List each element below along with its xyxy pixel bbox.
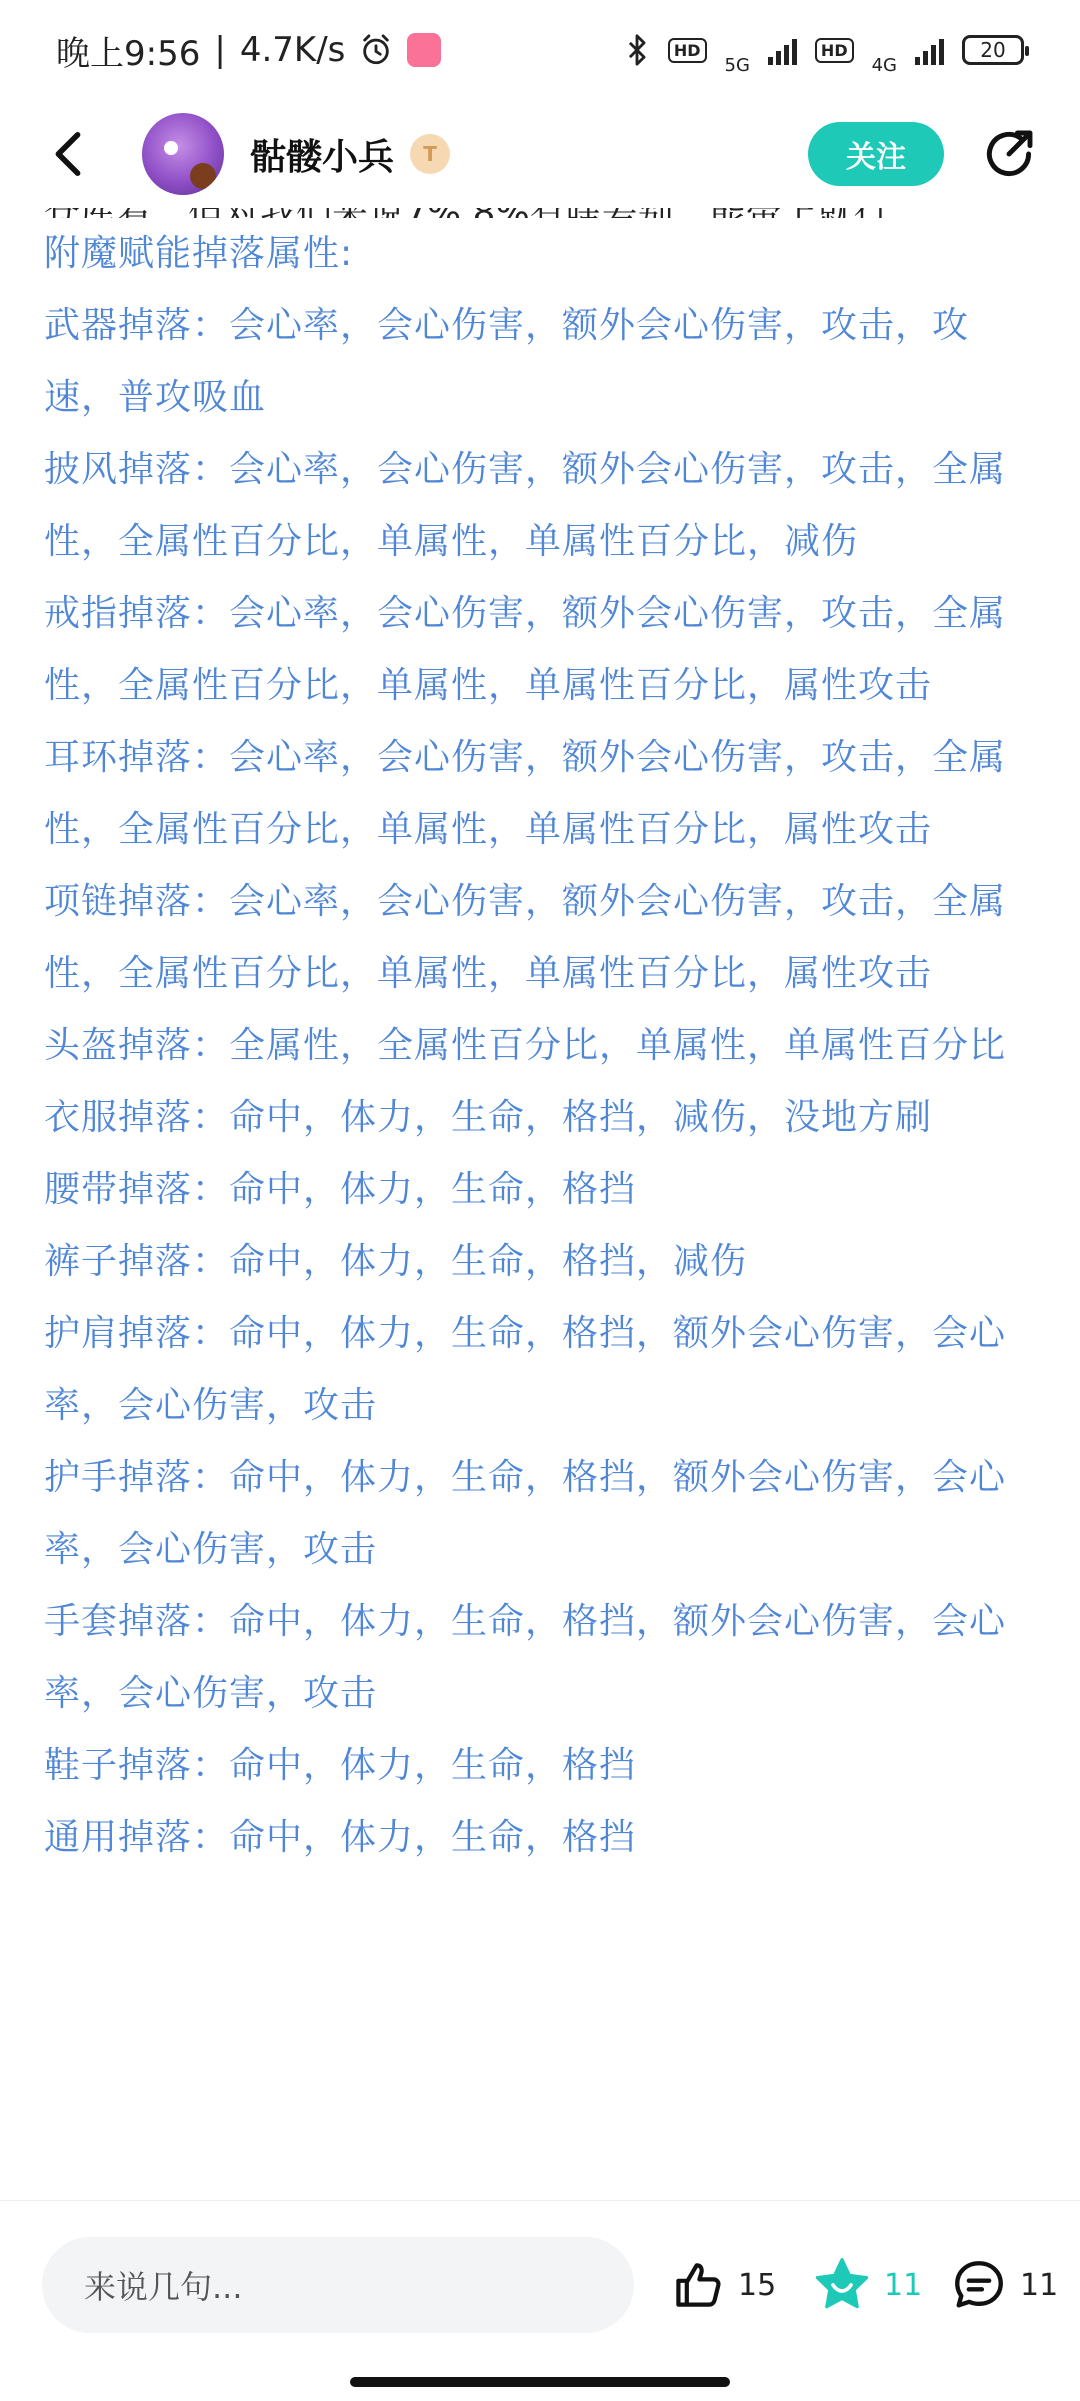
article-paragraph: 通用掉落：命中，体力，生命，格挡 (44, 1817, 637, 1858)
thumbs-up-icon (670, 2257, 726, 2313)
battery-level: 20 (980, 38, 1006, 62)
home-indicator[interactable] (350, 2377, 730, 2387)
chevron-left-icon (51, 130, 85, 178)
comment-placeholder: 来说几句... (84, 2268, 243, 2306)
article-paragraph: 护手掉落：命中，体力，生命，格挡，额外会心伤害，会心率，会心伤害，攻击 (44, 1457, 1007, 1570)
comment-input[interactable] (42, 2237, 634, 2333)
comment-button[interactable] (950, 2249, 1058, 2321)
article-paragraph: 裤子掉落：命中，体力，生命，格挡，减伤 (44, 1241, 748, 1282)
article-paragraph: 武器掉落：会心率，会心伤害，额外会心伤害，攻击，攻速，普攻吸血 (44, 305, 970, 418)
author-name[interactable]: 骷髅小兵 (250, 136, 395, 178)
avatar[interactable] (142, 113, 224, 195)
like-button[interactable] (670, 2249, 776, 2321)
bluetooth-icon (624, 33, 650, 67)
status-bar (0, 0, 1080, 100)
status-left (56, 26, 441, 75)
favorite-count: 11 (884, 2267, 923, 2303)
bottom-action-bar (0, 2200, 1080, 2401)
article-paragraph: 项链掉落：会心率，会心伤害，额外会心伤害，攻击，全属性，全属性百分比，单属性，单属性百分比，属性攻击 (44, 881, 1007, 994)
article-paragraph: 手套掉落：命中，体力，生命，格挡，额外会心伤害，会心率，会心伤害，攻击 (44, 1601, 1007, 1714)
article-paragraph: 耳环掉落：会心率，会心伤害，额外会心伤害，攻击，全属性，全属性百分比，单属性，单属性百分比，属性攻击 (44, 737, 1007, 850)
article-paragraph: 头盔掉落：全属性，全属性百分比，单属性，单属性百分比 (44, 1025, 1007, 1066)
article-paragraph: 衣服掉落：命中，体力，生命，格挡，减伤，没地方刷 (44, 1097, 933, 1138)
status-time: 晚上9:56 (56, 33, 201, 74)
bilibili-app-icon (407, 33, 441, 67)
signal-icon-1 (768, 35, 797, 65)
status-separator: | (214, 30, 226, 70)
share-icon (981, 126, 1037, 182)
like-count: 15 (738, 2267, 777, 2303)
article-content (0, 190, 1080, 2200)
level-badge: T (410, 134, 450, 174)
battery-icon (962, 35, 1024, 65)
signal-icon-2 (915, 35, 944, 65)
share-button[interactable] (978, 123, 1040, 185)
star-icon (812, 2255, 872, 2315)
hd-badge-1: HD (668, 38, 707, 63)
article-paragraph: 护肩掉落：命中，体力，生命，格挡，额外会心伤害，会心率，会心伤害，攻击 (44, 1313, 1007, 1426)
post-header (0, 100, 1080, 208)
alarm-icon (359, 33, 393, 67)
article-paragraph: 披风掉落：会心率，会心伤害，额外会心伤害，攻击，全属性，全属性百分比，单属性，单属性百分比，减伤 (44, 449, 1007, 562)
status-network-speed: 4.7K/s (239, 30, 346, 70)
network-label-5g: 5G (724, 54, 750, 76)
article-paragraphs (44, 218, 1036, 1874)
follow-button[interactable]: 关注 (808, 122, 944, 186)
comment-icon (950, 2256, 1008, 2314)
back-button[interactable] (40, 126, 96, 182)
article-paragraph: 附魔赋能掉落属性: (44, 233, 354, 274)
article-paragraph: 戒指掉落：会心率，会心伤害，额外会心伤害，攻击，全属性，全属性百分比，单属性，单属性百分比，属性攻击 (44, 593, 1007, 706)
favorite-button[interactable] (812, 2249, 922, 2321)
hd-badge-2: HD (815, 38, 854, 63)
article-paragraph: 腰带掉落：命中，体力，生命，格挡 (44, 1169, 637, 1210)
article-paragraph: 鞋子掉落：命中，体力，生命，格挡 (44, 1745, 637, 1786)
comment-count: 11 (1020, 2267, 1059, 2303)
network-label-4g: 4G (871, 54, 897, 76)
status-right (624, 25, 1024, 76)
